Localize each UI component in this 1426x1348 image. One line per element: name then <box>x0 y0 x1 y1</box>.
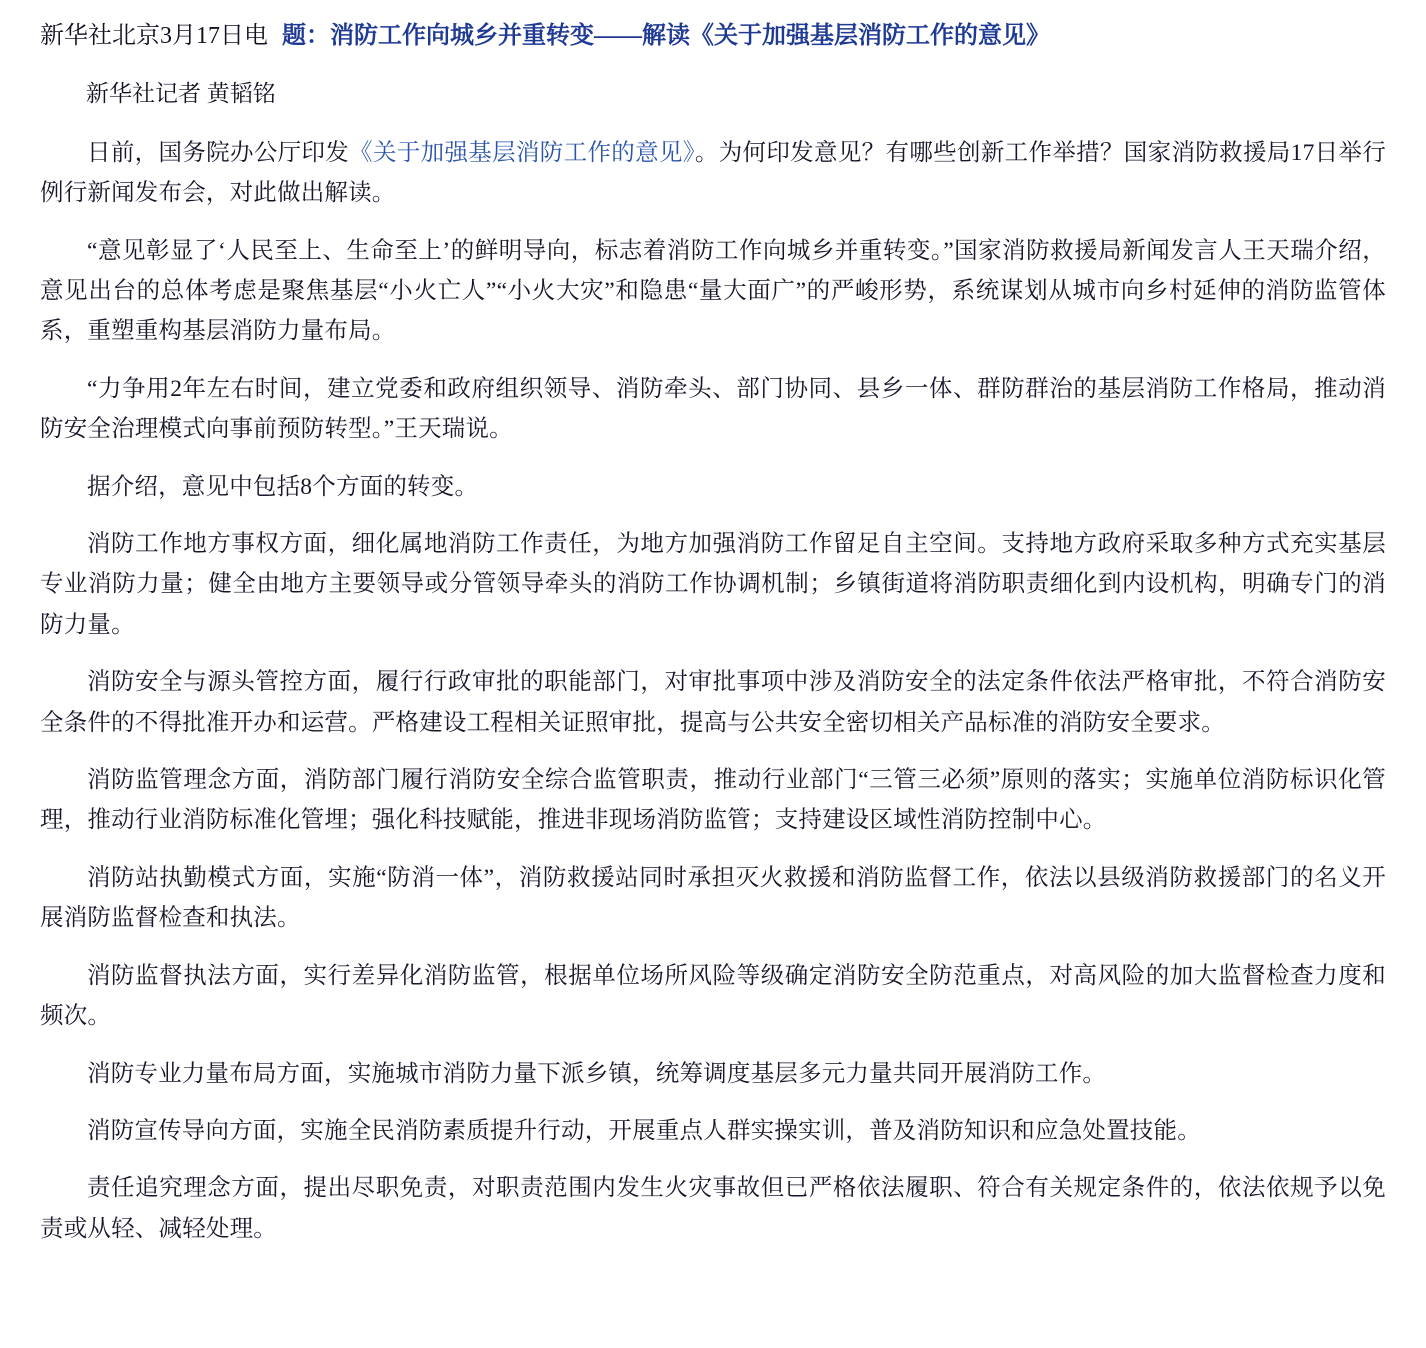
article-byline: 新华社记者 黄韬铭 <box>86 81 276 106</box>
article-paragraph-11: 消防宣传导向方面，实施全民消防素质提升行动，开展重点人群实操实训，普及消防知识和应急处置技能。 <box>87 1117 1201 1144</box>
article-paragraph-2: “意见彰显了‘人民至上、生命至上’的鲜明导向，标志着消防工作向城乡并重转变。”国家消防救援局新闻发言人王天瑞介绍，意见出台的总体考虑是聚焦基层“小火亡人”“小火大灾”和隐患“量大面广”的严峻形势，系统谋划从城市向乡村延伸的消防监管体系，重塑重构基层消防力量布局。 <box>40 237 1386 345</box>
paragraph-text-before-link: 日前，国务院办公厅印发 <box>87 139 350 166</box>
article-paragraph-9: 消防监督执法方面，实行差异化消防监管，根据单位场所风险等级确定消防安全防范重点，对高风险的加大监督检查力度和频次。 <box>40 962 1386 1030</box>
article-paragraph-8: 消防站执勤模式方面，实施“防消一体”，消防救援站同时承担灭火救援和消防监督工作，依法以县级消防救援部门的名义开展消防监督检查和执法。 <box>40 864 1386 932</box>
article-title: 题：消防工作向城乡并重转变——解读《关于加强基层消防工作的意见》 <box>282 23 1050 49</box>
article-paragraph-1 <box>40 133 1386 214</box>
article-paragraph-10: 消防专业力量布局方面，实施城市消防力量下派乡镇，统筹调度基层多元力量共同开展消防工作。 <box>87 1060 1107 1087</box>
article-paragraph-7: 消防监管理念方面，消防部门履行消防安全综合监管职责，推动行业部门“三管三必须”原则的落实；实施单位消防标识化管理，推动行业消防标准化管埋；强化科技赋能，推进非现场消防监管；支持建设区域性消防控制中心。 <box>40 767 1386 834</box>
article-paragraph-6: 消防安全与源头管控方面，履行行政审批的职能部门，对审批事项中涉及消防安全的法定条件依法严格审批，不符合消防安全条件的不得批准开办和运营。严格建设工程相关证照审批，提高与公共安全密切相关产品标准的消防安全要求。 <box>40 669 1386 736</box>
article-dateline: 新华社北京3月17日电 <box>40 23 268 49</box>
policy-document-link[interactable]: 《关于加强基层消防工作的意见》 <box>349 139 695 166</box>
article-headline <box>40 18 1386 54</box>
paragraph-text-after-link: 。为何印发意见？有哪些创新工作举措？国家消防救援局17日举行例行新闻发布会，对此做出解读。 <box>40 139 1387 207</box>
article-paragraph-12: 责任追究理念方面，提出尽职免责，对职责范围内发生火灾事故但已严格依法履职、符合有关规定条件的，依法依规予以免责或从轻、减轻处理。 <box>40 1175 1386 1242</box>
article-paragraph-5: 消防工作地方事权方面，细化属地消防工作责任，为地方加强消防工作留足自主空间。支持地方政府采取多种方式充实基层专业消防力量；健全由地方主要领导或分管领导牵头的消防工作协调机制；乡镇街道将消防职责细化到内设机构，明确专门的消防力量。 <box>40 531 1386 638</box>
article-paragraph-4: 据介绍，意见中包括8个方面的转变。 <box>87 473 479 500</box>
article-paragraph-3: “力争用2年左右时间，建立党委和政府组织领导、消防牵头、部门协同、县乡一体、群防群治的基层消防工作格局，推动消防安全治理模式向事前预防转型。”王天瑞说。 <box>40 375 1386 443</box>
